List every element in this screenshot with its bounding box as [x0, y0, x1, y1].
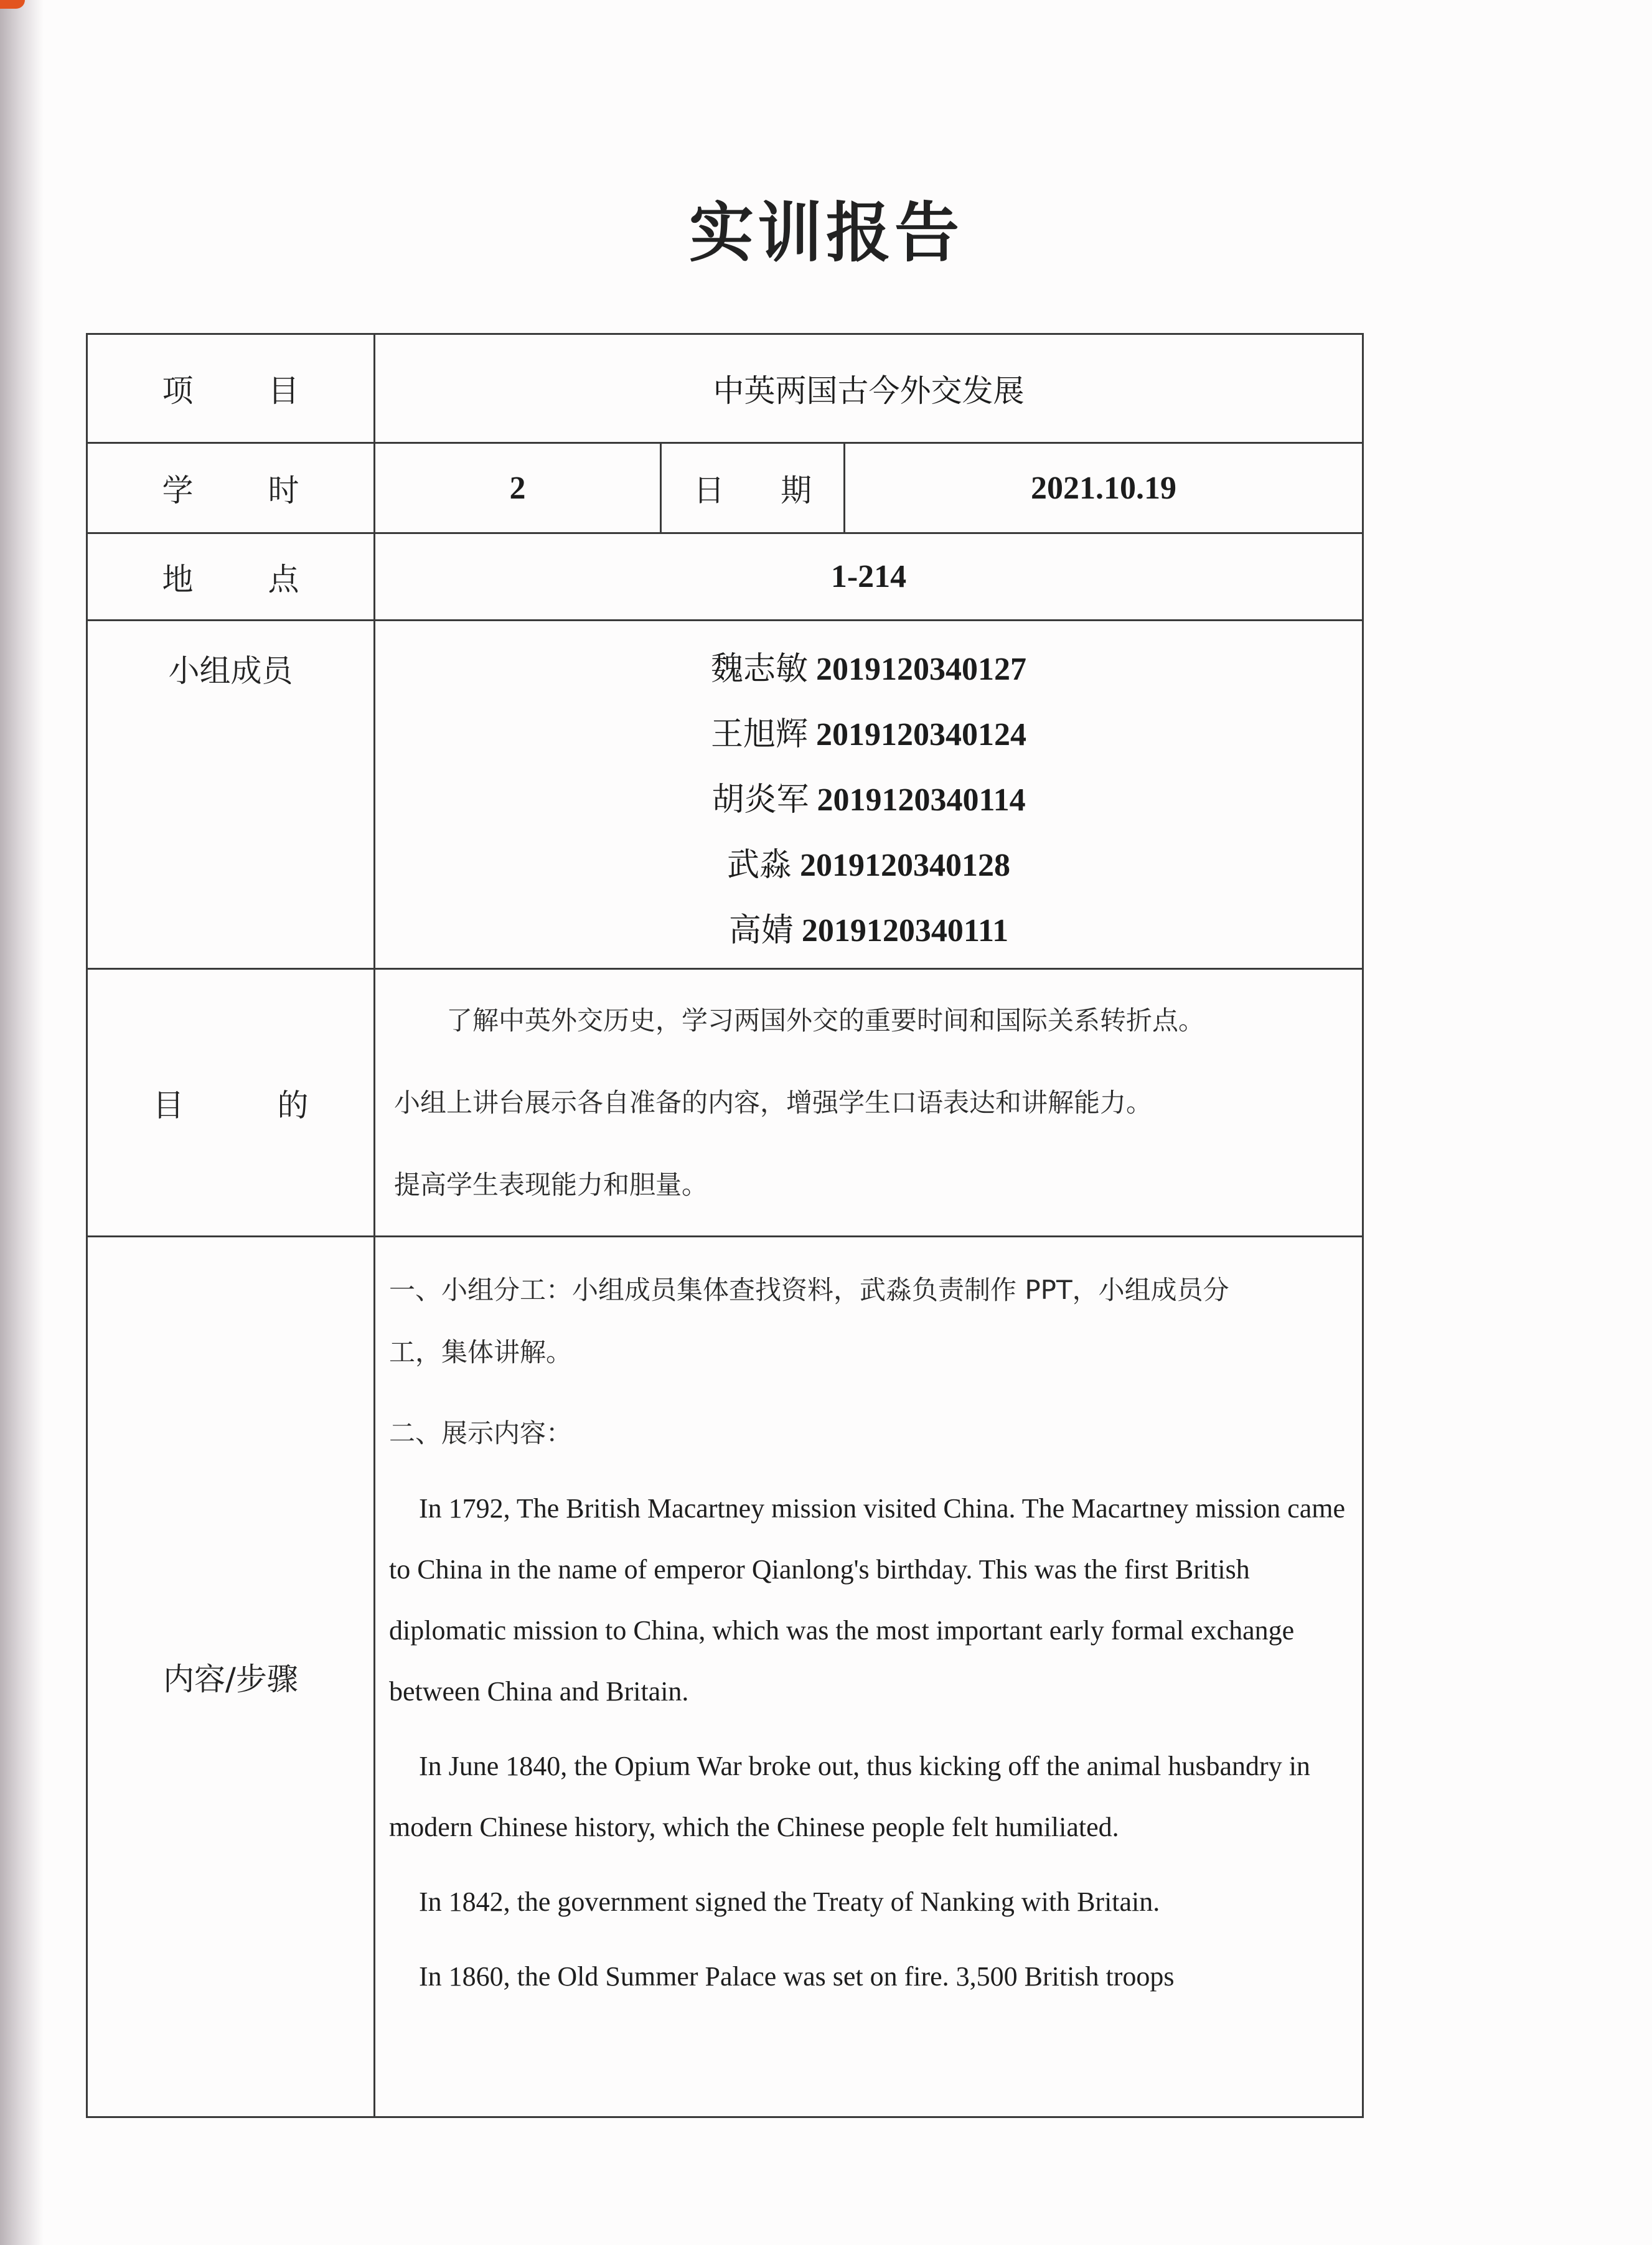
member-id: 2019120340128 — [800, 848, 1011, 883]
label-char: 的 — [277, 1087, 309, 1123]
member-name: 王旭辉 — [711, 716, 809, 753]
member-id: 2019120340127 — [816, 652, 1027, 687]
label-char: 地 — [162, 561, 194, 598]
content-paragraph: In 1792, The British Macartney mission visited China. The Macartney mission came to China in the name of emperor Qianlong's birthday. This was the first British diplomatic mission to China, which was the most important early formal exchange between China and Britain. — [389, 1493, 1345, 1707]
purpose-line: 提高学生表现能力和胆量。 — [394, 1169, 708, 1200]
member-name: 武淼 — [727, 846, 792, 884]
row-content — [87, 1237, 1363, 2117]
date-label — [661, 443, 845, 533]
label-char: 期 — [781, 472, 812, 509]
label-char: 日 — [693, 472, 725, 509]
purpose-line: 小组上讲台展示各自准备的内容，增强学生口语表达和讲解能力。 — [394, 1087, 1153, 1118]
content-paragraph: In 1842, the government signed the Treaty of Nanking with Britain. — [419, 1886, 1160, 1917]
member-item — [375, 637, 1362, 702]
division-line: 一、小组分工：小组成员集体查找资料，武淼负责制作 PPT，小组成员分 — [389, 1275, 1229, 1305]
content-paragraph: In 1860, the Old Summer Palace was set on fire. 3,500 British troops — [419, 1961, 1175, 1992]
page-edge-shadow — [0, 0, 44, 2245]
label-char: 目 — [268, 373, 299, 409]
content-label: 内容/步骤 — [87, 1237, 375, 2117]
member-id: 2019120340124 — [816, 717, 1027, 752]
row-purpose — [87, 969, 1363, 1237]
member-name: 高婧 — [728, 912, 794, 949]
label-char: 项 — [162, 373, 194, 409]
member-item — [375, 898, 1362, 963]
division-line: 工，集体讲解。 — [389, 1337, 573, 1367]
purpose-label — [87, 969, 375, 1237]
document-title: 实训报告 — [688, 194, 963, 271]
member-item — [375, 702, 1362, 767]
member-item — [375, 767, 1362, 833]
report-form-table — [86, 333, 1364, 2118]
row-location — [87, 533, 1363, 621]
label-char: 时 — [268, 472, 299, 509]
location-value: 1-214 — [375, 533, 1363, 621]
content-paragraph: In June 1840, the Opium War broke out, thus kicking off the animal husbandry in modern Chinese history, which the Chinese people felt humiliated. — [389, 1751, 1310, 1842]
project-label — [87, 334, 375, 443]
members-label: 小组成员 — [87, 621, 375, 969]
purpose-line: 了解中英外交历史，学习两国外交的重要时间和国际关系转折点。 — [446, 1005, 1205, 1036]
date-value: 2021.10.19 — [845, 443, 1363, 533]
row-members — [87, 621, 1363, 969]
hours-label — [87, 443, 375, 533]
members-list — [375, 621, 1363, 969]
content-body — [375, 1237, 1363, 2117]
label-char: 学 — [162, 472, 194, 509]
label-char: 目 — [153, 1087, 184, 1123]
member-name: 魏志敏 — [711, 650, 809, 688]
location-label — [87, 533, 375, 621]
row-hours-date — [87, 443, 1363, 533]
row-project — [87, 334, 1363, 443]
label-char: 点 — [268, 561, 299, 598]
purpose-text — [375, 969, 1363, 1237]
member-name: 胡炎军 — [711, 781, 809, 818]
display-heading: 二、展示内容： — [389, 1418, 573, 1448]
project-value: 中英两国古今外交发展 — [375, 334, 1363, 443]
hours-value: 2 — [375, 443, 661, 533]
member-id: 2019120340111 — [801, 913, 1009, 949]
member-item — [375, 833, 1362, 898]
member-id: 2019120340114 — [817, 782, 1026, 818]
